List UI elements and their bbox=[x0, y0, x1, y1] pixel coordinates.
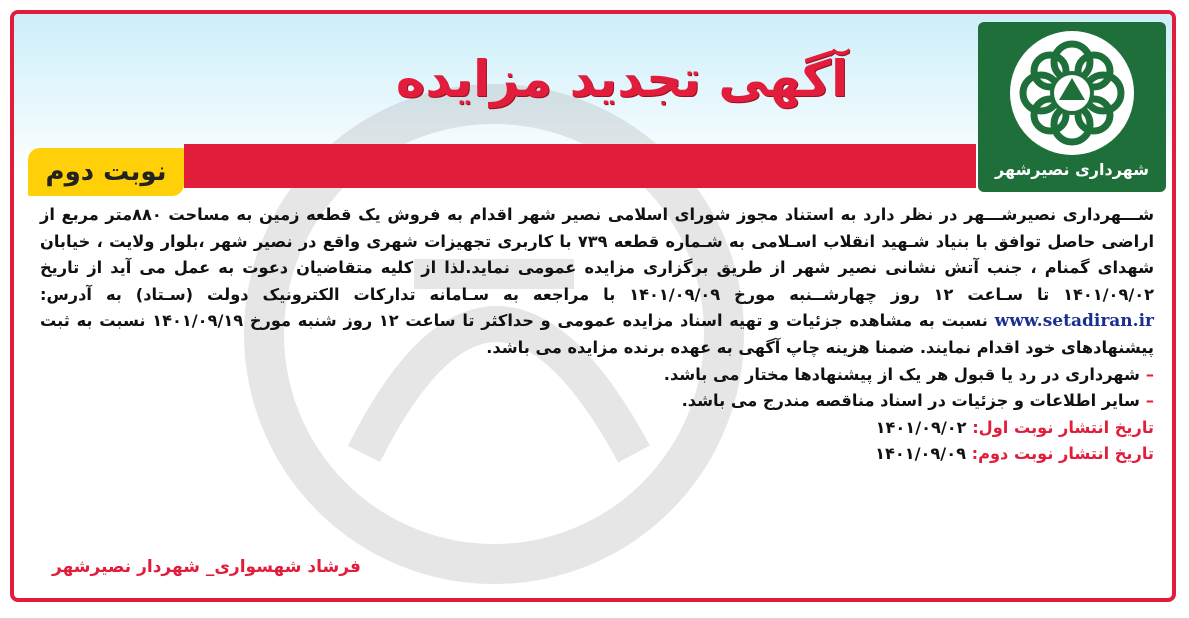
website-link[interactable]: www.setadiran.ir bbox=[994, 311, 1154, 332]
bullet-text: شهرداری در رد یا قبول هر یک از پیشنهادها مختار می باشد. bbox=[663, 364, 1140, 384]
notice-title: آگهی تجدید مزایده bbox=[395, 50, 849, 108]
municipality-logo bbox=[978, 22, 1166, 192]
bullet-dash-icon: – bbox=[1145, 391, 1154, 411]
logo-caption: شهرداری نصیرشهر bbox=[995, 160, 1149, 179]
publish-first-label: تاریخ انتشار نوبت اول: bbox=[972, 417, 1154, 437]
round-badge bbox=[28, 148, 184, 196]
publish-date-second bbox=[40, 441, 1154, 468]
bullet-text: سایر اطلاعات و جزئیات در اسناد مناقصه مندرج می باشد. bbox=[681, 391, 1140, 411]
bullet-dash-icon: – bbox=[1145, 364, 1154, 384]
bullet-item bbox=[40, 362, 1154, 389]
body-after-url: نسبت به مشاهده جزئیات و تهیه اسناد مزایده عمومی و حداکثر تا ساعت ۱۲ روز شنبه مورخ ۱۴۰۱/۰۹/۱۹ نسبت به ثبت پیشنهادهای خود اقدام نمایند. ضمنا هزینه چاپ آگهی به عهده برنده مزایده می باشد. bbox=[40, 311, 1154, 357]
publish-second-date: ۱۴۰۱/۰۹/۰۹ bbox=[875, 444, 966, 464]
mayor-signature: فرشاد شهسواری_ شهردار نصیرشهر bbox=[52, 557, 361, 577]
publish-second-label: تاریخ انتشار نوبت دوم: bbox=[971, 444, 1154, 464]
municipality-emblem-icon bbox=[1007, 28, 1137, 158]
title-underline-bar bbox=[184, 144, 976, 188]
body-paragraph bbox=[40, 202, 1154, 362]
round-badge-label: نوبت دوم bbox=[45, 157, 167, 187]
publish-first-date: ۱۴۰۱/۰۹/۰۲ bbox=[875, 417, 967, 437]
body-intro: شـــهرداری نصیرشـــهر در نظر دارد به استناد مجوز شورای اسلامی نصیر شهر اقدام به فروش یک قطعه زمین به مساحت ۸۸۰متر مربع از اراضی حاصل توافق با بنیاد شـهید انقلاب اسـلامی به شـماره قطعه ۷۳۹ با کاربری تجهیزات شهری واقع در نصیر شهر ،بلوار ولایت ، خیابان شهدای گمنام ، جنب آتش نشانی نصیر شهر از طریق برگزاری مزایده عمومی نماید.لذا از کلیه متقاضیان دعوت به عمل می آید از تاریخ ۱۴۰۱/۰۹/۰۲ تا سـاعت ۱۲ روز چهارشــنبه مورخ ۱۴۰۱/۰۹/۰۹ با مراجعه به سـامانه تدارکات الکترونیک دولت (سـتاد) به آدرس: bbox=[40, 205, 1154, 304]
bullet-item bbox=[40, 388, 1154, 415]
notice-frame bbox=[10, 10, 1176, 602]
publish-date-first bbox=[40, 415, 1154, 442]
notice-body bbox=[40, 202, 1154, 468]
